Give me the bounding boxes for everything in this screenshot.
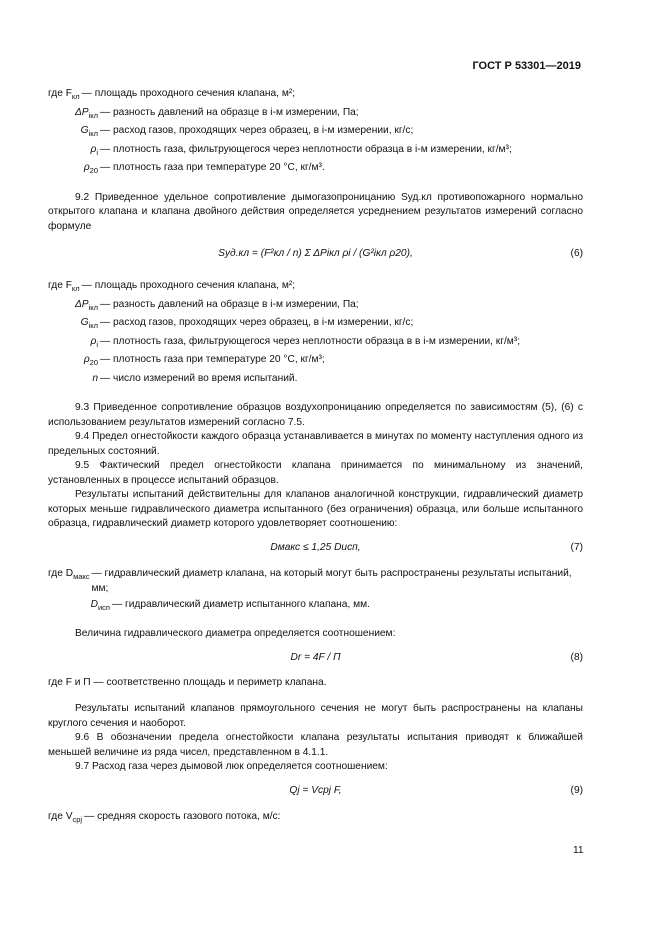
page-content [48, 86, 583, 827]
formula-number: (8) [570, 651, 583, 663]
paragraph-9-5: 9.5 Фактический предел огнестойкости клапана принимается по минимальному из значений, установленных в процессе испытаний образцов. [48, 460, 583, 486]
definition-symbol: $G_{iкл}$ [80, 125, 98, 139]
definition-text: — площадь проходного сечения клапана, м²; [81, 88, 296, 99]
paragraph-9-4: 9.4 Предел огнестойкости каждого образца устанавливается в минутах по моменту наступления одного из предельных состояний. [48, 431, 583, 457]
definition-text: — средняя скорость газового потока, м/с: [84, 810, 281, 822]
definition-row [48, 371, 583, 390]
definition-text: — разность давлений на образце в i-м измерении, Па; [100, 298, 359, 310]
formula-8 [48, 642, 583, 676]
formula-body: Dr = 4F / П [290, 651, 341, 663]
definitions-1 [48, 86, 583, 179]
paragraph-results: Результаты испытаний действительны для клапанов аналогичной конструкции, гидравлический диаметр которых меньше гидравлического диаметра испытанного (без ограничения) образца, или больше испытанного образца, гидравлический диаметр которого удовлетворяет соотношению: [48, 489, 583, 530]
definition-symbol: $\Delta P_{iкл}$ [74, 298, 98, 312]
paragraph-9-6: 9.6 В обозначении предела огнестойкости клапана результаты испытания приводят к ближайшей меньшей величине из ряда чисел, представленном в 4.1.1. [48, 732, 583, 758]
definition-row [48, 160, 583, 179]
definition-row [48, 566, 583, 597]
definition-symbol: $D_{исп}$ [90, 598, 110, 612]
formula-9 [48, 775, 583, 809]
definition-text: — плотность газа, фильтрующегося через неплотности образца в в i-м измерении, кг/м³; [100, 335, 521, 347]
definition-row [48, 352, 583, 371]
page-number: 11 [573, 845, 584, 856]
definition-text: — расход газов, проходящих через образец, в i-м измерении, кг/с; [100, 317, 414, 329]
definition-symbol: $\rho_{20}$ [83, 354, 98, 368]
formula-7 [48, 532, 583, 566]
definition-symbol: $\rho_i$ [90, 143, 98, 157]
definition-symbol: где $D_{макс}$ [48, 567, 90, 581]
paragraph-9-7: 9.7 Расход газа через дымовой люк определяется соотношением: [75, 761, 388, 773]
definition-text: — число измерений во время испытаний. [100, 372, 298, 384]
paragraph-hydraulic: Величина гидравлического диаметра определяется соотношением: [75, 628, 396, 640]
formula-6 [48, 234, 583, 278]
definition-text: — разность давлений на образце в i-м измерении, Па; [100, 106, 359, 118]
definition-symbol: n [92, 372, 98, 384]
definition-text: — плотность газа при температуре 20 °С, кг/м³. [100, 162, 325, 174]
definition-text: — площадь проходного сечения клапана, м²; [81, 280, 296, 292]
formula-body: Sуд.кл = (F²кл / n) Σ ΔPiкл ρi / (G²iкл ρ20), [218, 248, 413, 260]
formula-body: Dмакс ≤ 1,25 Dисп, [270, 541, 361, 553]
definitions-2 [48, 278, 583, 389]
paragraph-9-2: 9.2 Приведенное удельное сопротивление дымогазопроницанию Sуд.кл противопожарного нормально открытого клапана и клапана двойного действия определяется усреднением результатов измерений согласно формуле [48, 191, 583, 232]
definition-symbol: где $V_{срj}$ [48, 810, 83, 824]
definition-row [48, 315, 583, 334]
definition-row [48, 105, 583, 124]
document-header: ГОСТ Р 53301—2019 [472, 60, 581, 72]
definition-row [48, 334, 583, 353]
definition-symbol: где $F_{кл}$ [48, 280, 80, 294]
definition-f-p: где F и П — соответственно площадь и периметр клапана. [48, 676, 327, 688]
definition-row [48, 809, 583, 828]
definition-text: — расход газов, проходящих через образец, в i-м измерении, кг/с; [100, 125, 414, 137]
definition-row [48, 278, 583, 297]
definition-symbol: $G_{iкл}$ [80, 317, 98, 331]
definition-row [48, 597, 583, 616]
paragraph-9-3: 9.3 Приведенное сопротивление образцов воздухопроницанию определяется по зависимостям (5), (6) с использованием результатов измерений согласно 7.5. [48, 402, 583, 428]
formula-number: (9) [570, 784, 583, 796]
formula-number: (7) [570, 541, 583, 553]
formula-number: (6) [570, 248, 583, 260]
definition-symbol: $\Delta P_{iкл}$ [74, 106, 98, 120]
definition-text: — плотность газа, фильтрующегося через неплотности образца в i-м измерении, кг/м³; [100, 143, 512, 155]
definition-symbol: $\rho_i$ [90, 335, 98, 349]
formula-body: Qj = Vсрj F, [289, 784, 342, 796]
definition-symbol: где $F_{кл}$ [48, 88, 80, 102]
paragraph-rectangular: Результаты испытаний клапанов прямоугольного сечения не могут быть распространены на клапаны круглого сечения и наоборот. [48, 703, 583, 729]
definition-text: — гидравлический диаметр испытанного клапана, мм. [112, 598, 370, 610]
definitions-3 [48, 566, 583, 616]
definitions-4 [48, 809, 583, 828]
definition-text: — гидравлический диаметр клапана, на который могут быть распространены результаты испытаний, мм; [91, 567, 572, 595]
definition-row [48, 142, 583, 161]
definition-row [48, 297, 583, 316]
definition-text: — плотность газа при температуре 20 °С, кг/м³; [100, 354, 325, 366]
definition-symbol: $\rho_{20}$ [83, 162, 98, 176]
definition-row [48, 123, 583, 142]
definition-row [48, 86, 583, 105]
